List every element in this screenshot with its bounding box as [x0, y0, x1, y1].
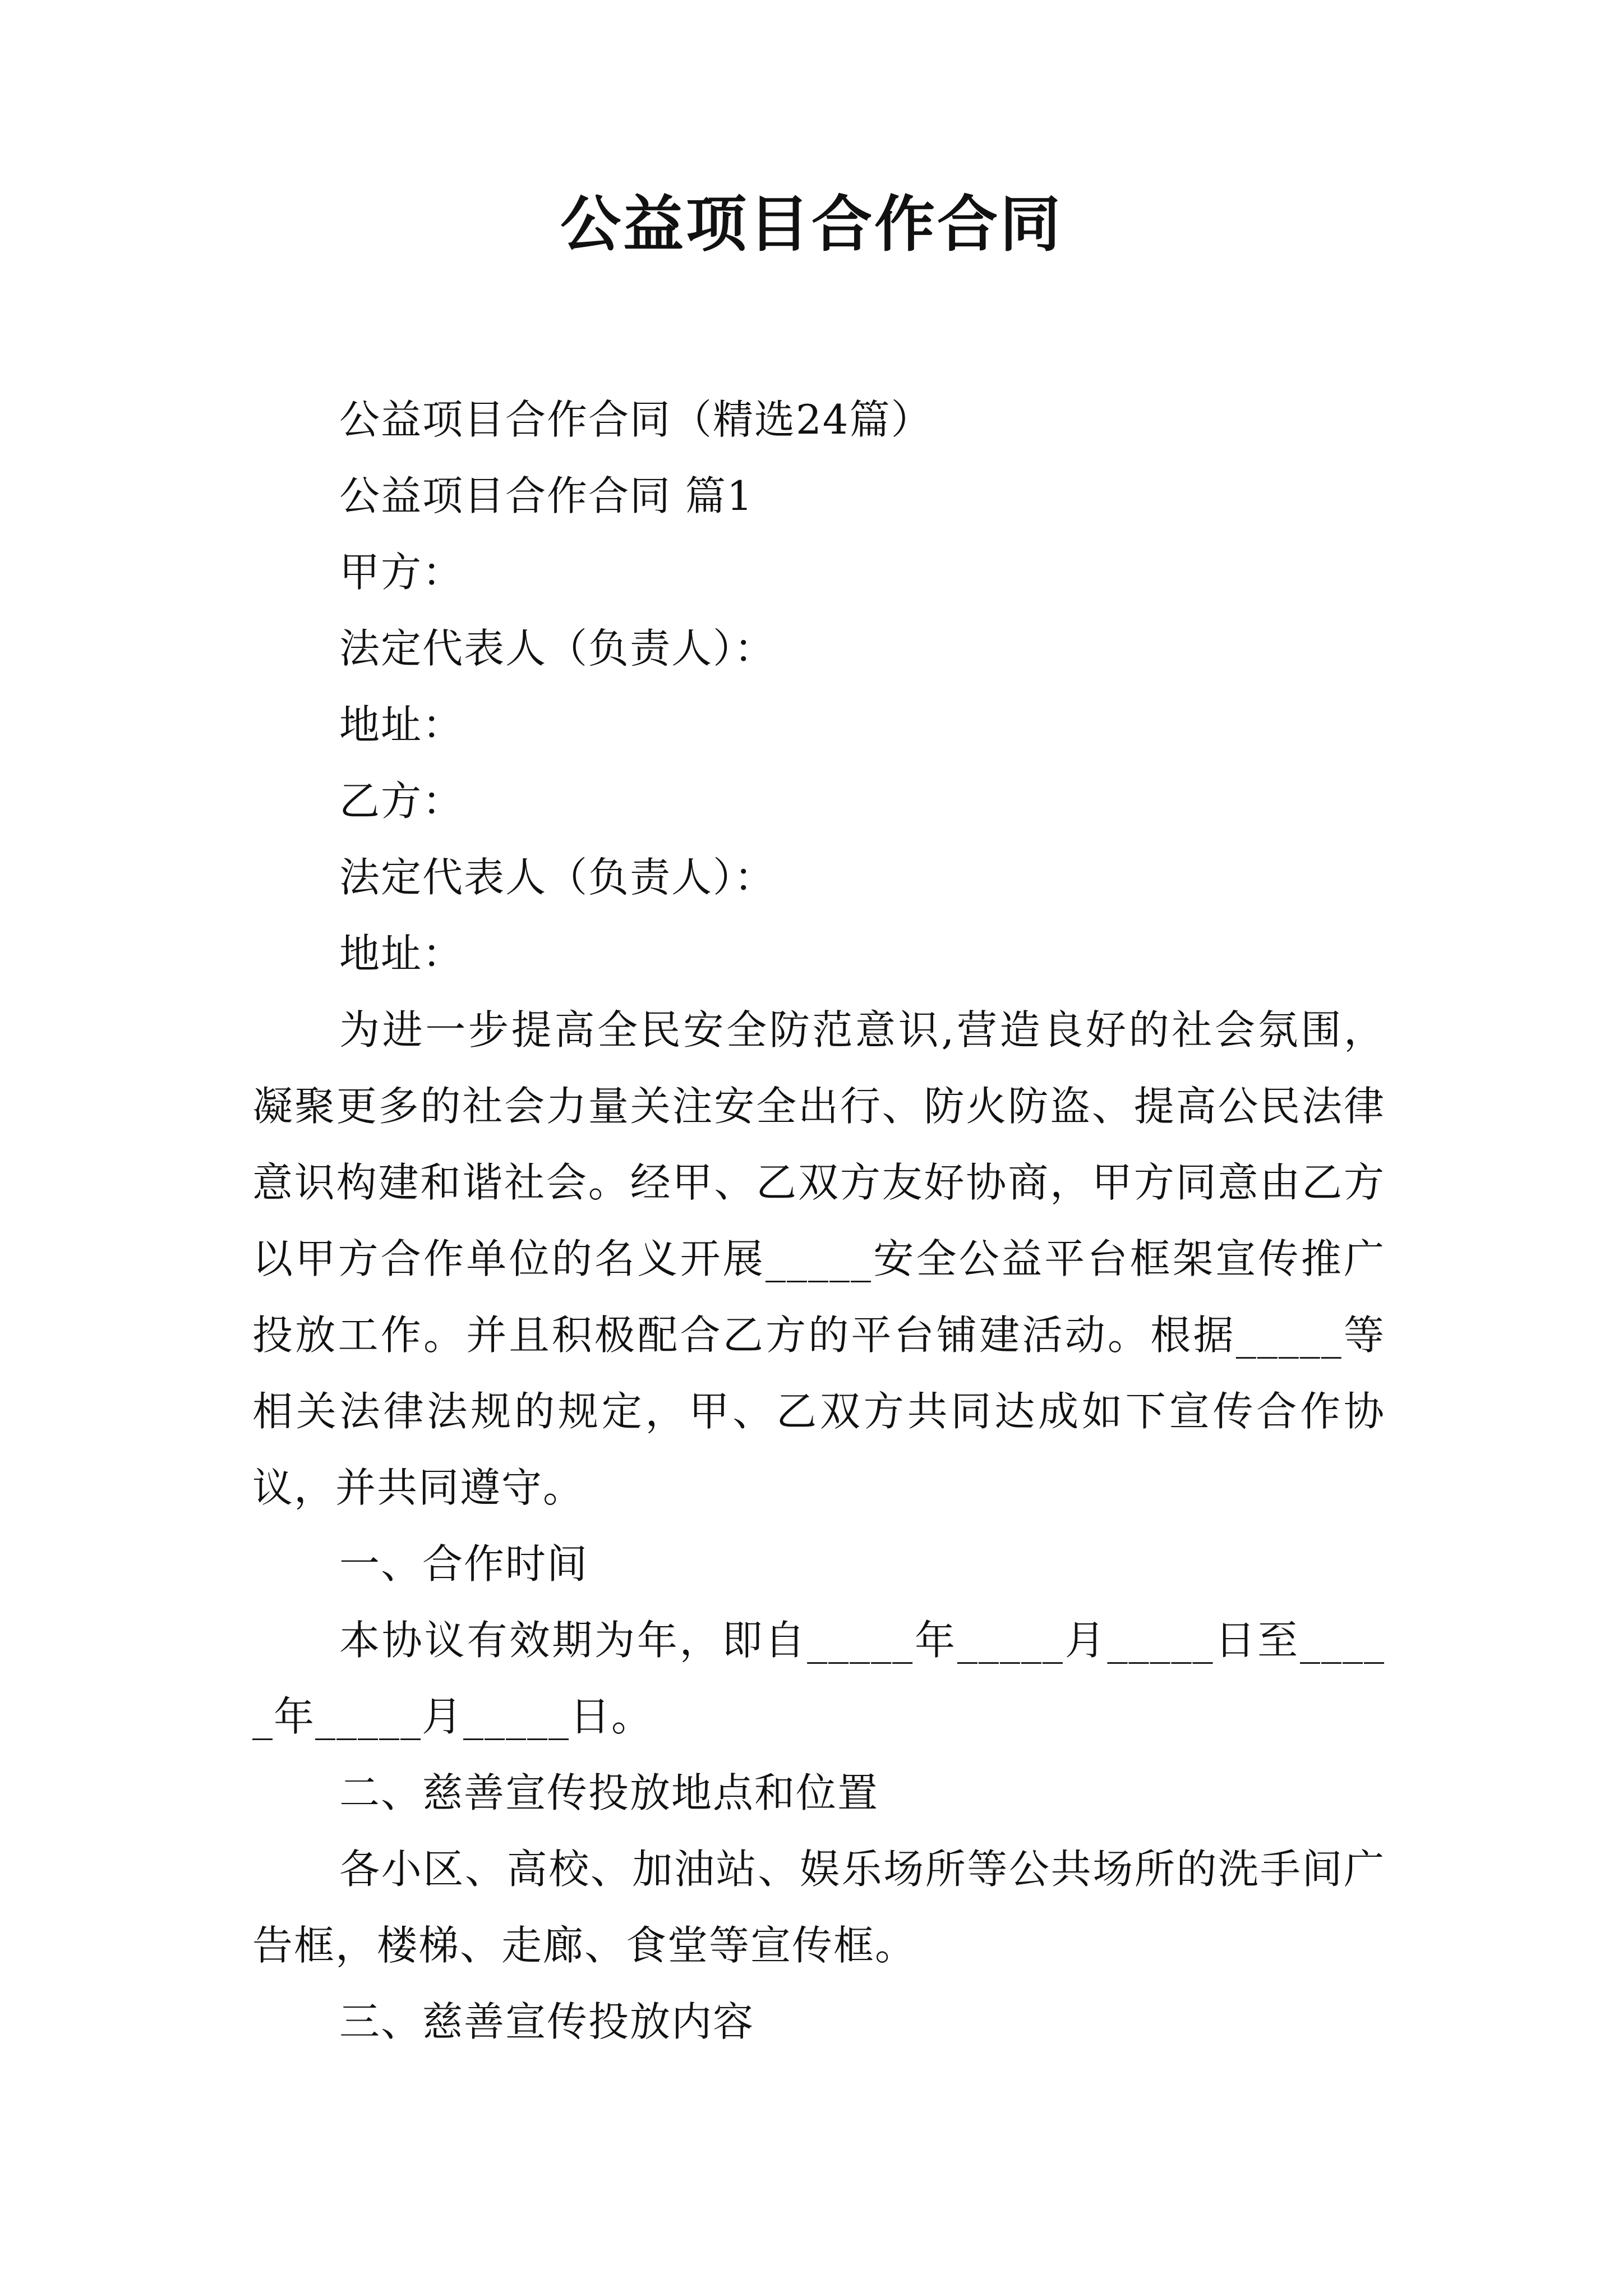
clause-2-text: 各小区、高校、加油站、娱乐场所等公共场所的洗手间广告框，楼梯、走廊、食堂等宣传框。 [252, 1846, 1385, 1969]
document-title: 公益项目合作合同 [560, 189, 1063, 260]
document-subtitle: 公益项目合作合同（精选24篇） [339, 396, 933, 443]
party-b-address: 地址： [339, 930, 464, 977]
party-a-address: 地址： [339, 701, 464, 748]
document-body [252, 381, 1385, 2060]
party-b-representative: 法定代表人（负责人）： [339, 854, 776, 901]
party-a-representative: 法定代表人（负责人）： [339, 625, 776, 672]
section-heading: 公益项目合作合同 篇1 [339, 472, 754, 519]
clause-2-title: 二、慈善宣传投放地点和位置 [339, 1769, 879, 1816]
clause-1-title: 一、合作时间 [339, 1540, 589, 1588]
party-b-label: 乙方： [339, 777, 464, 825]
clause-3-title: 三、慈善宣传投放内容 [339, 1998, 755, 2045]
party-a-label: 甲方： [339, 549, 464, 596]
clause-1-text: 本协议有效期为年，即自_____年_____月_____日至_____年_____月_____日。 [252, 1617, 1385, 1740]
intro-paragraph: 为进一步提高全民安全防范意识,营造良好的社会氛围，凝聚更多的社会力量关注安全出行、防火防盗、提高公民法律意识构建和谐社会。经甲、乙双方友好协商，甲方同意由乙方以甲方合作单位的名义开展_____安全公益平台框架宣传推广投放工作。并且积极配合乙方的平台铺建活动。根据_____等相关法律法规的规定，甲、乙双方共同达成如下宣传合作协议，并共同遵守。 [252, 1006, 1385, 1511]
